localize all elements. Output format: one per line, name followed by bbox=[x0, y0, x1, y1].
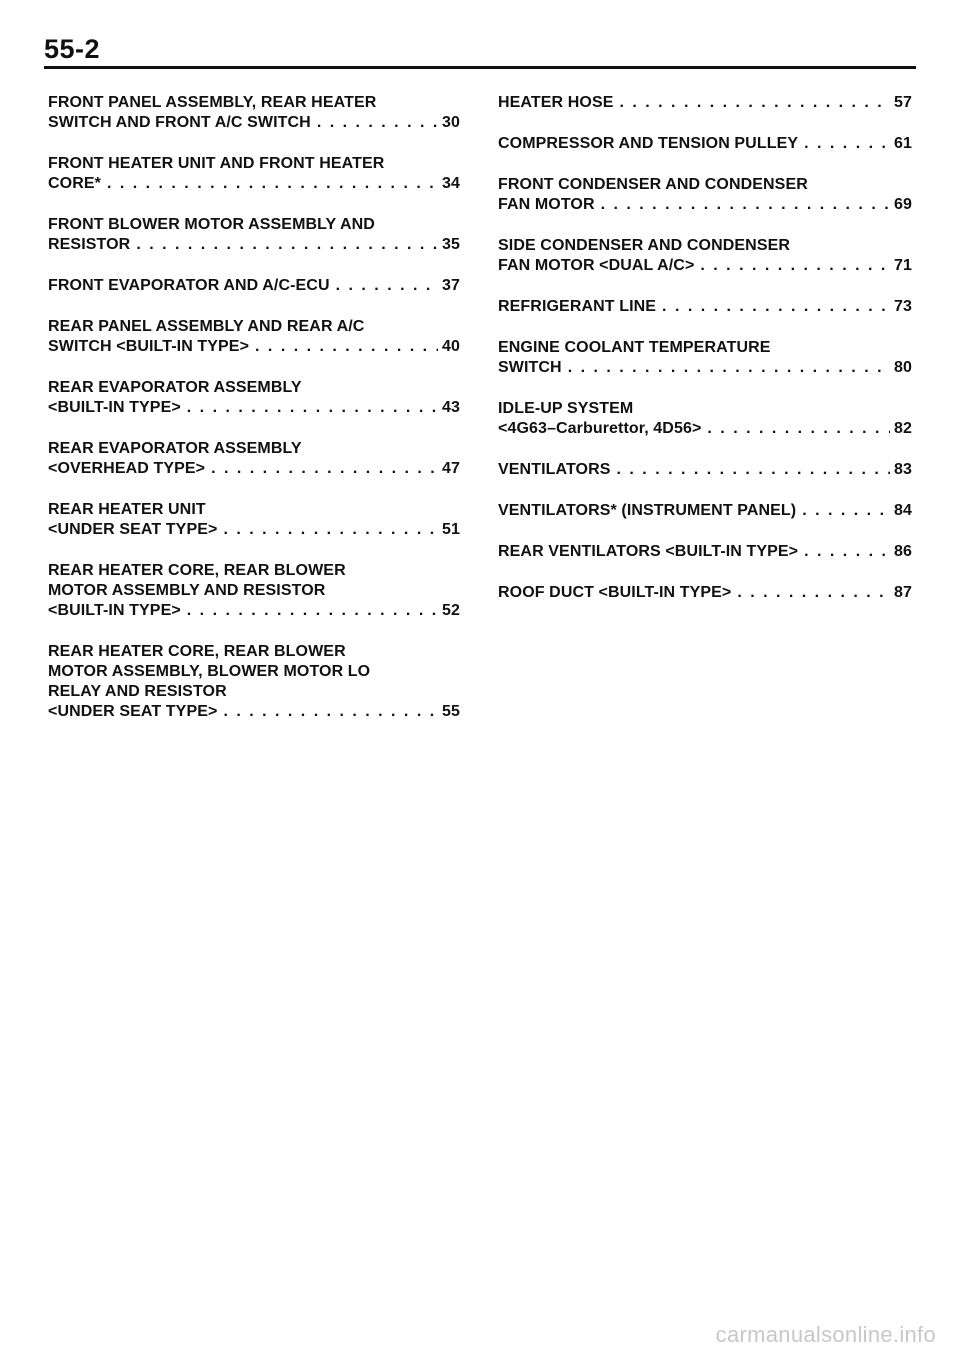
dot-leader bbox=[804, 542, 890, 562]
toc-entry-title-line: FRONT PANEL ASSEMBLY, REAR HEATER bbox=[48, 94, 377, 111]
toc-entry-title-line: SWITCH AND FRONT A/C SWITCH bbox=[48, 114, 311, 131]
toc-entry-last-line bbox=[498, 419, 912, 439]
toc-entry-title-line: RESISTOR bbox=[48, 236, 131, 253]
toc-entry-last-line bbox=[48, 702, 460, 722]
toc-entry bbox=[48, 154, 460, 194]
toc-entry bbox=[498, 134, 912, 154]
toc-left-column bbox=[48, 93, 460, 743]
dot-leader bbox=[601, 195, 890, 215]
toc-entry bbox=[498, 338, 912, 378]
toc-entry-page-number: 80 bbox=[894, 359, 912, 376]
dot-leader bbox=[255, 337, 438, 357]
toc-entry-title-line: <OVERHEAD TYPE> bbox=[48, 460, 206, 477]
dot-leader bbox=[107, 174, 438, 194]
toc-entry-title-line: REAR EVAPORATOR ASSEMBLY bbox=[48, 440, 302, 457]
toc-entry-title-line: VENTILATORS bbox=[498, 461, 611, 478]
toc-entry-title-line: CORE* bbox=[48, 175, 101, 192]
toc-entry bbox=[498, 236, 912, 276]
toc-entry-title-line: SWITCH bbox=[498, 359, 562, 376]
dot-leader bbox=[136, 235, 438, 255]
toc-entry-title-line: <BUILT-IN TYPE> bbox=[48, 399, 181, 416]
watermark: carmanualsonline.info bbox=[715, 1322, 936, 1347]
toc-entry-title-line: HEATER HOSE bbox=[498, 94, 614, 111]
toc-entry-page-number: 71 bbox=[894, 257, 912, 274]
dot-leader bbox=[223, 520, 438, 540]
dot-leader bbox=[187, 601, 438, 621]
toc-entry-last-line bbox=[498, 256, 912, 276]
toc-entry-last-line bbox=[498, 542, 912, 562]
toc-entry-page-number: 35 bbox=[442, 236, 460, 253]
toc-entry-last-line bbox=[498, 93, 912, 113]
toc-entry-title-line: ROOF DUCT <BUILT-IN TYPE> bbox=[498, 584, 732, 601]
dot-leader bbox=[617, 460, 890, 480]
dot-leader bbox=[223, 702, 438, 722]
toc-entry-title-line: REAR HEATER UNIT bbox=[48, 501, 206, 518]
toc-entry bbox=[498, 399, 912, 439]
toc-entry-page-number: 61 bbox=[894, 135, 912, 152]
toc-entry-page-number: 47 bbox=[442, 460, 460, 477]
toc-entry-title-line: <4G63–Carburettor, 4D56> bbox=[498, 420, 702, 437]
toc-entry-last-line bbox=[498, 501, 912, 521]
toc-entry-title-line: MOTOR ASSEMBLY AND RESISTOR bbox=[48, 582, 326, 599]
toc-entry-title-line: ENGINE COOLANT TEMPERATURE bbox=[498, 339, 771, 356]
toc-entry-last-line bbox=[498, 583, 912, 603]
dot-leader bbox=[802, 501, 890, 521]
toc-entry-title-line: COMPRESSOR AND TENSION PULLEY bbox=[498, 135, 799, 152]
toc-entry-page-number: 84 bbox=[894, 502, 912, 519]
toc-entry-title-line: MOTOR ASSEMBLY, BLOWER MOTOR LO bbox=[48, 663, 371, 680]
toc-entry bbox=[498, 542, 912, 562]
toc-entry-page-number: 82 bbox=[894, 420, 912, 437]
toc-entry-last-line bbox=[48, 459, 460, 479]
toc-entry-last-line bbox=[498, 134, 912, 154]
dot-leader bbox=[662, 297, 890, 317]
toc-entry bbox=[498, 583, 912, 603]
toc-entry-page-number: 83 bbox=[894, 461, 912, 478]
dot-leader bbox=[211, 459, 438, 479]
toc-entry-page-number: 73 bbox=[894, 298, 912, 315]
toc-entry-title-line: REAR EVAPORATOR ASSEMBLY bbox=[48, 379, 302, 396]
toc-entry bbox=[48, 317, 460, 357]
toc-right-column bbox=[498, 93, 912, 624]
toc-entry-last-line bbox=[48, 398, 460, 418]
toc-entry-page-number: 51 bbox=[442, 521, 460, 538]
toc-entry-title-line: <BUILT-IN TYPE> bbox=[48, 602, 181, 619]
toc-entry-last-line bbox=[498, 358, 912, 378]
toc-entry-title-line: VENTILATORS* (INSTRUMENT PANEL) bbox=[498, 502, 797, 519]
toc-entry-page-number: 55 bbox=[442, 703, 460, 720]
toc-entry-title-line: FRONT CONDENSER AND CONDENSER bbox=[498, 176, 808, 193]
toc-entry-page-number: 30 bbox=[442, 114, 460, 131]
page-number: 55-2 bbox=[44, 34, 101, 64]
toc-entry bbox=[498, 501, 912, 521]
toc-entry bbox=[48, 500, 460, 540]
toc-entry-title-line: REAR PANEL ASSEMBLY AND REAR A/C bbox=[48, 318, 365, 335]
toc-entry-page-number: 43 bbox=[442, 399, 460, 416]
toc-entry-page-number: 40 bbox=[442, 338, 460, 355]
toc-entry-page-number: 34 bbox=[442, 175, 460, 192]
dot-leader bbox=[700, 256, 890, 276]
toc-entry bbox=[48, 561, 460, 621]
toc-entry bbox=[498, 93, 912, 113]
toc-entry-last-line bbox=[48, 174, 460, 194]
toc-entry-page-number: 69 bbox=[894, 196, 912, 213]
toc-entry-last-line bbox=[48, 235, 460, 255]
dot-leader bbox=[317, 113, 438, 133]
dot-leader bbox=[804, 134, 890, 154]
toc-entry-title-line: REAR VENTILATORS <BUILT-IN TYPE> bbox=[498, 543, 799, 560]
toc-entry-page-number: 86 bbox=[894, 543, 912, 560]
dot-leader bbox=[707, 419, 890, 439]
toc-entry-title-line: SIDE CONDENSER AND CONDENSER bbox=[498, 237, 791, 254]
dot-leader bbox=[568, 358, 890, 378]
header-rule bbox=[44, 66, 916, 69]
toc-entry-title-line: IDLE-UP SYSTEM bbox=[498, 400, 634, 417]
toc-entry-last-line bbox=[498, 460, 912, 480]
toc-entry bbox=[48, 276, 460, 296]
toc-entry-last-line bbox=[498, 297, 912, 317]
dot-leader bbox=[737, 583, 890, 603]
toc-entry-last-line bbox=[48, 113, 460, 133]
toc-entry-title-line: FAN MOTOR bbox=[498, 196, 595, 213]
toc-entry-page-number: 57 bbox=[894, 94, 912, 111]
toc-entry-title-line: RELAY AND RESISTOR bbox=[48, 683, 227, 700]
toc-entry-title-line: <UNDER SEAT TYPE> bbox=[48, 521, 218, 538]
toc-entry-title-line: FRONT EVAPORATOR AND A/C-ECU bbox=[48, 277, 330, 294]
dot-leader bbox=[187, 398, 438, 418]
toc-entry-title-line: FAN MOTOR <DUAL A/C> bbox=[498, 257, 695, 274]
toc-entry bbox=[48, 642, 460, 722]
toc-entry-title-line: REAR HEATER CORE, REAR BLOWER bbox=[48, 643, 346, 660]
toc-entry-last-line bbox=[498, 195, 912, 215]
toc-entry-title-line: <UNDER SEAT TYPE> bbox=[48, 703, 218, 720]
toc-entry-title-line: FRONT HEATER UNIT AND FRONT HEATER bbox=[48, 155, 385, 172]
dot-leader bbox=[619, 93, 890, 113]
toc-entry-last-line bbox=[48, 276, 460, 296]
toc-entry bbox=[498, 175, 912, 215]
dot-leader bbox=[336, 276, 438, 296]
toc-entry-page-number: 37 bbox=[442, 277, 460, 294]
toc-entry-title-line: REFRIGERANT LINE bbox=[498, 298, 657, 315]
toc-entry-page-number: 52 bbox=[442, 602, 460, 619]
toc-entry bbox=[498, 460, 912, 480]
toc-entry bbox=[48, 439, 460, 479]
toc-entry-title-line: SWITCH <BUILT-IN TYPE> bbox=[48, 338, 250, 355]
toc-entry-last-line bbox=[48, 601, 460, 621]
toc-entry-page-number: 87 bbox=[894, 584, 912, 601]
toc-entry-last-line bbox=[48, 337, 460, 357]
toc-entry-last-line bbox=[48, 520, 460, 540]
toc-entry bbox=[48, 93, 460, 133]
toc-entry-title-line: REAR HEATER CORE, REAR BLOWER bbox=[48, 562, 346, 579]
toc-entry-title-line: FRONT BLOWER MOTOR ASSEMBLY AND bbox=[48, 216, 375, 233]
toc-entry bbox=[498, 297, 912, 317]
toc-entry bbox=[48, 378, 460, 418]
toc-entry bbox=[48, 215, 460, 255]
